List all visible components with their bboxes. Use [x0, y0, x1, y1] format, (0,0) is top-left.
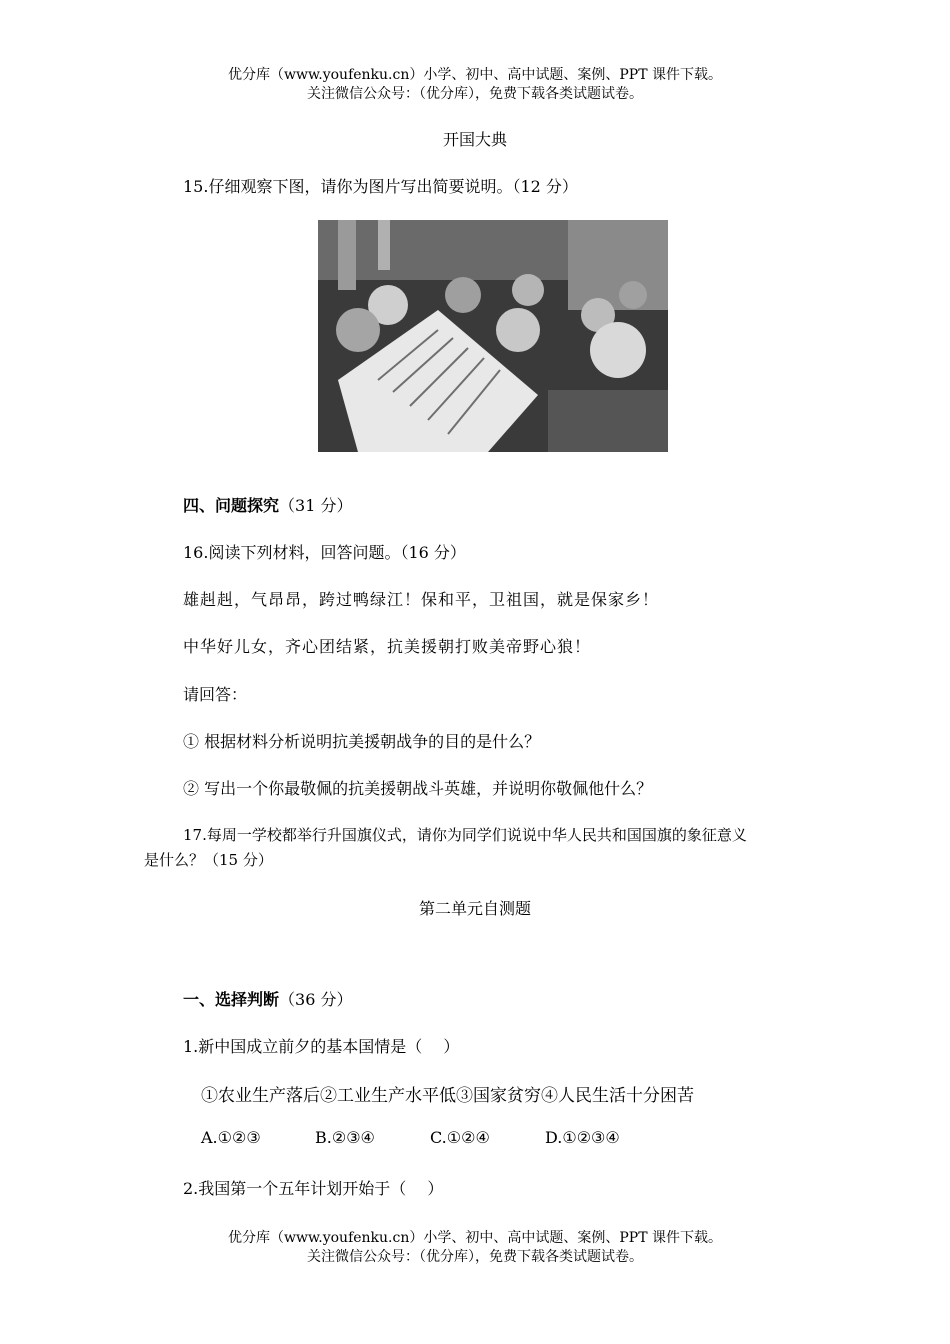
section-title-unit2: 第二单元自测题	[418, 899, 531, 918]
section-1-label: 一、选择判断	[183, 990, 280, 1009]
header-line-1: 优分库（www.youfenku.cn）小学、初中、高中试题、案例、PPT 课件下载。	[227, 67, 722, 83]
section-4-heading	[183, 493, 352, 516]
section-4-label: 四、问题探究	[183, 496, 280, 515]
option-b: B.②③④	[315, 1128, 375, 1147]
question-16-sub-2: ② 写出一个你最敬佩的抗美援朝战斗英雄，并说明你敬佩他什么？	[183, 779, 653, 798]
option-d: D.①②③④	[545, 1128, 620, 1147]
page-footer	[0, 1229, 950, 1267]
land-reform-photo	[318, 220, 668, 452]
lyric-line-2: 中华好儿女，齐心团结紧，抗美援朝打败美帝野心狼！	[183, 637, 592, 656]
footer-line-2: 关注微信公众号：（优分库），免费下载各类试题试卷。	[307, 1249, 643, 1265]
question-17-line-1: 17.每周一学校都举行升国旗仪式，请你为同学们说说中华人民共和国国旗的象征意义	[183, 826, 747, 844]
question-1: 1.新中国成立前夕的基本国情是（ ）	[183, 1037, 460, 1056]
lyric-line-1: 雄赳赳，气昂昂，跨过鸭绿江！保和平，卫祖国，就是保家乡！	[183, 590, 660, 609]
section-1-score: （36 分）	[279, 990, 353, 1009]
question-1-items: ①农业生产落后②工业生产水平低③国家贫穷④人民生活十分困苦	[201, 1086, 694, 1106]
option-a: A.①②③	[201, 1128, 261, 1147]
question-16-sub-1: ① 根据材料分析说明抗美援朝战争的目的是什么？	[183, 732, 541, 751]
question-16: 16.阅读下列材料，回答问题。（16 分）	[183, 543, 466, 562]
option-c: C.①②④	[430, 1128, 490, 1147]
question-17-line-2: 是什么？（15 分）	[144, 851, 273, 869]
section-4-score: （31 分）	[279, 496, 353, 515]
answer-prompt: 请回答：	[183, 685, 248, 704]
question-15: 15.仔细观察下图，请你为图片写出简要说明。（12 分）	[183, 177, 578, 196]
page-header	[0, 66, 950, 104]
section-1-heading	[183, 987, 352, 1010]
footer-line-1: 优分库（www.youfenku.cn）小学、初中、高中试题、案例、PPT 课件下载。	[227, 1230, 722, 1246]
question-2: 2.我国第一个五年计划开始于（ ）	[183, 1179, 444, 1198]
header-line-2: 关注微信公众号：（优分库），免费下载各类试题试卷。	[307, 86, 643, 102]
section-title-kaiguo: 开国大典	[442, 130, 507, 149]
